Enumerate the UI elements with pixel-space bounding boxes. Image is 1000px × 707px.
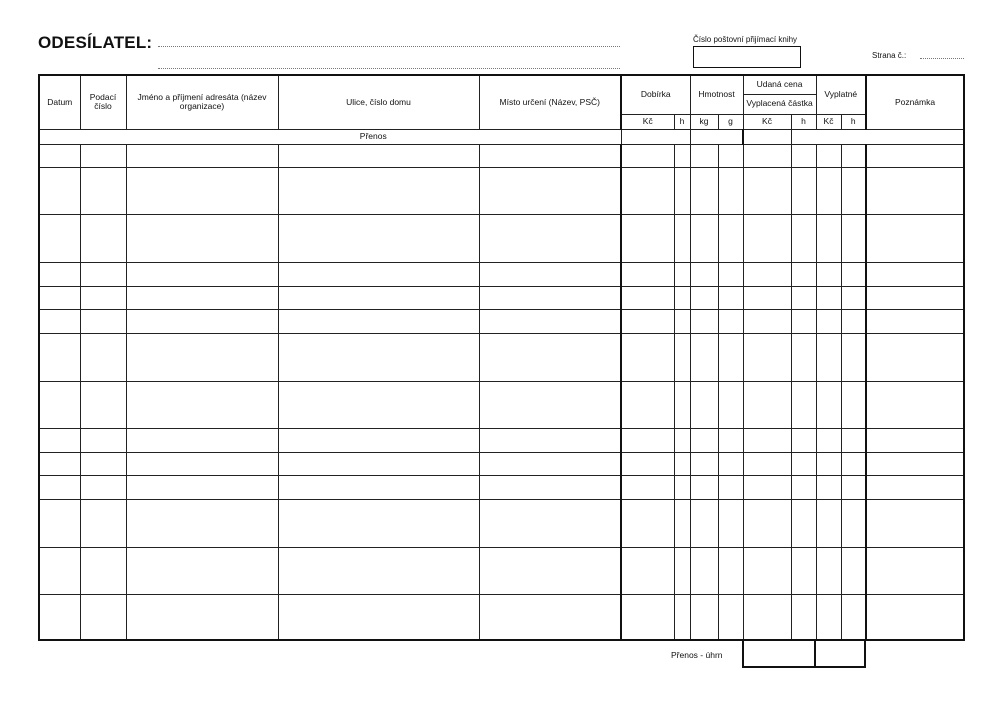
- table-cell[interactable]: [278, 428, 479, 452]
- table-cell[interactable]: [674, 215, 690, 262]
- table-cell[interactable]: [866, 500, 964, 547]
- table-cell[interactable]: [621, 168, 674, 215]
- header-value-h: h: [791, 114, 816, 129]
- table-row: [39, 168, 964, 215]
- table-cell[interactable]: [841, 334, 866, 381]
- table-cell[interactable]: [39, 476, 80, 500]
- table-cell[interactable]: [278, 381, 479, 428]
- carryover-label: Přenos: [126, 129, 621, 144]
- table-cell[interactable]: [718, 453, 743, 476]
- header-cash-on-delivery: Dobírka: [621, 75, 690, 114]
- table-cell[interactable]: [866, 168, 964, 215]
- table-cell[interactable]: [690, 168, 718, 215]
- table-cell[interactable]: [816, 547, 841, 594]
- table-cell[interactable]: [674, 334, 690, 381]
- table-cell[interactable]: [816, 286, 841, 309]
- table-cell[interactable]: [621, 500, 674, 547]
- table-cell[interactable]: [80, 334, 126, 381]
- table-cell[interactable]: [841, 547, 866, 594]
- table-cell[interactable]: [816, 144, 841, 167]
- table-cell[interactable]: [479, 286, 621, 309]
- table-row: [39, 262, 964, 286]
- table-cell[interactable]: [841, 168, 866, 215]
- table-row: [39, 500, 964, 547]
- table-cell[interactable]: [743, 144, 791, 167]
- table-cell[interactable]: [479, 334, 621, 381]
- table-cell[interactable]: [743, 595, 791, 640]
- table-cell[interactable]: [126, 595, 278, 640]
- table-cell[interactable]: [743, 476, 791, 500]
- table-cell[interactable]: [816, 215, 841, 262]
- table-cell[interactable]: [39, 334, 80, 381]
- table-cell[interactable]: [791, 595, 816, 640]
- table-cell[interactable]: [718, 476, 743, 500]
- receipt-number-box[interactable]: [693, 46, 801, 68]
- table-cell[interactable]: [690, 595, 718, 640]
- table-cell[interactable]: [690, 453, 718, 476]
- table-cell[interactable]: [841, 262, 866, 286]
- table-cell[interactable]: [621, 334, 674, 381]
- table-cell[interactable]: [80, 286, 126, 309]
- table-cell[interactable]: [791, 453, 816, 476]
- table-cell[interactable]: [718, 595, 743, 640]
- table-cell[interactable]: [791, 500, 816, 547]
- table-cell[interactable]: [866, 215, 964, 262]
- table-cell[interactable]: [80, 144, 126, 167]
- carryover-total-label: Přenos - úhrn: [671, 650, 723, 660]
- table-cell[interactable]: [674, 476, 690, 500]
- table-cell[interactable]: [866, 547, 964, 594]
- header-note: Poznámka: [866, 75, 964, 129]
- table-cell[interactable]: [80, 428, 126, 452]
- table-cell[interactable]: [866, 381, 964, 428]
- table-cell[interactable]: [80, 476, 126, 500]
- table-cell[interactable]: [126, 286, 278, 309]
- table-cell[interactable]: [690, 262, 718, 286]
- table-cell[interactable]: [126, 262, 278, 286]
- table-cell[interactable]: [690, 286, 718, 309]
- table-cell[interactable]: [621, 595, 674, 640]
- table-cell[interactable]: [674, 168, 690, 215]
- table-cell[interactable]: [39, 381, 80, 428]
- table-cell[interactable]: [866, 428, 964, 452]
- table-cell[interactable]: [39, 168, 80, 215]
- table-cell[interactable]: [718, 144, 743, 167]
- table-cell[interactable]: [743, 286, 791, 309]
- table-cell[interactable]: [278, 500, 479, 547]
- table-cell[interactable]: [718, 262, 743, 286]
- table-cell[interactable]: [479, 262, 621, 286]
- table-cell[interactable]: [816, 334, 841, 381]
- table-cell[interactable]: [278, 453, 479, 476]
- table-cell[interactable]: [278, 595, 479, 640]
- table-cell[interactable]: [743, 381, 791, 428]
- header-cod-h: h: [674, 114, 690, 129]
- table-cell[interactable]: [479, 547, 621, 594]
- table-cell[interactable]: [791, 428, 816, 452]
- table-cell[interactable]: [690, 500, 718, 547]
- table-cell[interactable]: [743, 428, 791, 452]
- table-cell[interactable]: [479, 310, 621, 334]
- table-cell[interactable]: [39, 453, 80, 476]
- table-cell[interactable]: [621, 262, 674, 286]
- table-cell[interactable]: [479, 381, 621, 428]
- table-cell[interactable]: [743, 453, 791, 476]
- sender-line-2[interactable]: [158, 68, 620, 69]
- table-cell[interactable]: [39, 500, 80, 547]
- table-cell[interactable]: [278, 144, 479, 167]
- table-cell[interactable]: [80, 310, 126, 334]
- table-cell[interactable]: [126, 500, 278, 547]
- table-cell[interactable]: [841, 310, 866, 334]
- table-cell[interactable]: [674, 453, 690, 476]
- table-cell[interactable]: [690, 310, 718, 334]
- table-cell[interactable]: [690, 215, 718, 262]
- header-paid-kc: Kč: [816, 114, 841, 129]
- table-cell[interactable]: [39, 144, 80, 167]
- table-cell[interactable]: [816, 168, 841, 215]
- table-cell[interactable]: [866, 334, 964, 381]
- header-computed-amount: Vyplacená částka: [743, 94, 816, 114]
- table-row: [39, 547, 964, 594]
- table-cell[interactable]: [866, 595, 964, 640]
- header-filing-number: Podací číslo: [80, 75, 126, 129]
- receipt-number-label: Číslo poštovní přijímací knihy: [693, 35, 798, 44]
- carryover-total-value-box[interactable]: [742, 641, 816, 668]
- table-cell[interactable]: [621, 428, 674, 452]
- table-cell[interactable]: [278, 334, 479, 381]
- table-cell[interactable]: [621, 310, 674, 334]
- sender-label: ODESÍLATEL:: [38, 33, 153, 52]
- table-cell[interactable]: [816, 453, 841, 476]
- table-cell[interactable]: [743, 547, 791, 594]
- table-cell[interactable]: [126, 168, 278, 215]
- table-cell[interactable]: [791, 476, 816, 500]
- table-cell[interactable]: [841, 428, 866, 452]
- table-cell[interactable]: [816, 310, 841, 334]
- table-cell[interactable]: [621, 286, 674, 309]
- table-cell[interactable]: [816, 500, 841, 547]
- table-cell[interactable]: [866, 262, 964, 286]
- table-cell[interactable]: [690, 476, 718, 500]
- table-cell[interactable]: [39, 262, 80, 286]
- table-cell[interactable]: [690, 334, 718, 381]
- header-date: Datum: [39, 75, 80, 129]
- table-cell[interactable]: [743, 310, 791, 334]
- table-cell[interactable]: [718, 428, 743, 452]
- table-cell[interactable]: [816, 595, 841, 640]
- header-cod-kc: Kč: [621, 114, 674, 129]
- table-cell[interactable]: [126, 334, 278, 381]
- carryover-total-paid-box[interactable]: [814, 641, 866, 668]
- table-cell[interactable]: [791, 168, 816, 215]
- table-cell[interactable]: [791, 310, 816, 334]
- table-cell[interactable]: [278, 168, 479, 215]
- table-cell[interactable]: [126, 144, 278, 167]
- table-cell[interactable]: [791, 215, 816, 262]
- sender-line-1[interactable]: [158, 46, 620, 47]
- table-cell[interactable]: [80, 547, 126, 594]
- table-cell[interactable]: [674, 381, 690, 428]
- table-cell[interactable]: [743, 168, 791, 215]
- table-cell[interactable]: [743, 334, 791, 381]
- table-cell[interactable]: [690, 428, 718, 452]
- table-cell[interactable]: [841, 476, 866, 500]
- table-cell[interactable]: [816, 262, 841, 286]
- table-cell[interactable]: [718, 215, 743, 262]
- table-cell[interactable]: [674, 500, 690, 547]
- table-cell[interactable]: [39, 595, 80, 640]
- table-cell[interactable]: [479, 453, 621, 476]
- table-cell[interactable]: [841, 286, 866, 309]
- header-weight: Hmotnost: [690, 75, 743, 114]
- table-cell[interactable]: [80, 262, 126, 286]
- table-cell[interactable]: [841, 453, 866, 476]
- table-cell[interactable]: [80, 168, 126, 215]
- table-row: [39, 334, 964, 381]
- table-row: [39, 215, 964, 262]
- header-paid-h: h: [841, 114, 866, 129]
- table-cell[interactable]: [866, 286, 964, 309]
- table-row: [39, 453, 964, 476]
- table-cell[interactable]: [841, 595, 866, 640]
- table-cell[interactable]: [80, 453, 126, 476]
- table-cell[interactable]: [743, 215, 791, 262]
- table-cell[interactable]: [791, 334, 816, 381]
- table-cell[interactable]: [791, 381, 816, 428]
- table-cell[interactable]: [690, 144, 718, 167]
- header-recipient-name: Jméno a příjmení adresáta (název organizace): [126, 75, 278, 129]
- consignment-table: [38, 74, 965, 641]
- table-row: [39, 428, 964, 452]
- table-cell[interactable]: [621, 381, 674, 428]
- header-declared-value: Udaná cena: [743, 75, 816, 94]
- table-cell[interactable]: [80, 381, 126, 428]
- header-row-1: [39, 75, 964, 94]
- table-cell[interactable]: [841, 381, 866, 428]
- table-cell[interactable]: [621, 215, 674, 262]
- table-cell[interactable]: [718, 168, 743, 215]
- table-row: [39, 476, 964, 500]
- table-cell[interactable]: [690, 547, 718, 594]
- table-cell[interactable]: [674, 428, 690, 452]
- table-cell[interactable]: [39, 286, 80, 309]
- table-cell[interactable]: [278, 262, 479, 286]
- table-cell[interactable]: [479, 215, 621, 262]
- table-cell[interactable]: [80, 215, 126, 262]
- table-cell[interactable]: [718, 547, 743, 594]
- table-cell[interactable]: [718, 310, 743, 334]
- table-cell[interactable]: [39, 428, 80, 452]
- table-cell[interactable]: [126, 215, 278, 262]
- header-paid: Vyplatné: [816, 75, 866, 114]
- table-cell[interactable]: [621, 547, 674, 594]
- table-cell[interactable]: [278, 310, 479, 334]
- table-cell[interactable]: [621, 453, 674, 476]
- table-cell[interactable]: [278, 286, 479, 309]
- table-cell[interactable]: [674, 310, 690, 334]
- table-cell[interactable]: [866, 310, 964, 334]
- table-row: [39, 144, 964, 167]
- table-cell[interactable]: [126, 381, 278, 428]
- table-cell[interactable]: [866, 144, 964, 167]
- table-cell[interactable]: [816, 381, 841, 428]
- table-cell[interactable]: [718, 286, 743, 309]
- table-cell[interactable]: [39, 215, 80, 262]
- table-cell[interactable]: [841, 500, 866, 547]
- table-cell[interactable]: [718, 381, 743, 428]
- data-rows: [39, 144, 964, 640]
- table-cell[interactable]: [674, 286, 690, 309]
- table-cell[interactable]: [791, 144, 816, 167]
- table-cell[interactable]: [674, 262, 690, 286]
- table-cell[interactable]: [674, 144, 690, 167]
- table-cell[interactable]: [621, 476, 674, 500]
- table-cell[interactable]: [126, 476, 278, 500]
- table-cell[interactable]: [866, 453, 964, 476]
- table-row: [39, 286, 964, 309]
- table-cell[interactable]: [126, 428, 278, 452]
- table-cell[interactable]: [791, 262, 816, 286]
- table-cell[interactable]: [841, 144, 866, 167]
- table-cell[interactable]: [718, 500, 743, 547]
- table-cell[interactable]: [39, 547, 80, 594]
- table-cell[interactable]: [479, 595, 621, 640]
- header-street: Ulice, číslo domu: [278, 75, 479, 129]
- table-cell[interactable]: [674, 595, 690, 640]
- table-cell[interactable]: [674, 547, 690, 594]
- table-cell[interactable]: [743, 262, 791, 286]
- header-destination: Místo určení (Název, PSČ): [479, 75, 621, 129]
- table-cell[interactable]: [126, 453, 278, 476]
- table-cell[interactable]: [479, 428, 621, 452]
- table-cell[interactable]: [718, 334, 743, 381]
- table-row: [39, 381, 964, 428]
- table-cell[interactable]: [690, 381, 718, 428]
- table-cell[interactable]: [479, 476, 621, 500]
- page-number-field[interactable]: [920, 58, 964, 59]
- table-cell[interactable]: [278, 215, 479, 262]
- table-cell[interactable]: [80, 500, 126, 547]
- table-cell[interactable]: [743, 500, 791, 547]
- table-row: [39, 595, 964, 640]
- header-weight-kg: kg: [690, 114, 718, 129]
- table-cell[interactable]: [80, 595, 126, 640]
- table-cell[interactable]: [866, 476, 964, 500]
- table-cell[interactable]: [479, 168, 621, 215]
- table-cell[interactable]: [278, 547, 479, 594]
- header-value-kc: Kč: [743, 114, 791, 129]
- table-cell[interactable]: [278, 476, 479, 500]
- table-cell[interactable]: [816, 476, 841, 500]
- table-cell[interactable]: [479, 144, 621, 167]
- table-cell[interactable]: [126, 310, 278, 334]
- table-cell[interactable]: [126, 547, 278, 594]
- header-weight-g: g: [718, 114, 743, 129]
- carryover-row: [39, 129, 964, 144]
- table-cell[interactable]: [791, 547, 816, 594]
- table-cell[interactable]: [39, 310, 80, 334]
- table-cell[interactable]: [816, 428, 841, 452]
- page-number-label: Strana č.:: [872, 51, 907, 60]
- table-row: [39, 310, 964, 334]
- table-cell[interactable]: [479, 500, 621, 547]
- table-cell[interactable]: [621, 144, 674, 167]
- table-cell[interactable]: [791, 286, 816, 309]
- table-cell[interactable]: [841, 215, 866, 262]
